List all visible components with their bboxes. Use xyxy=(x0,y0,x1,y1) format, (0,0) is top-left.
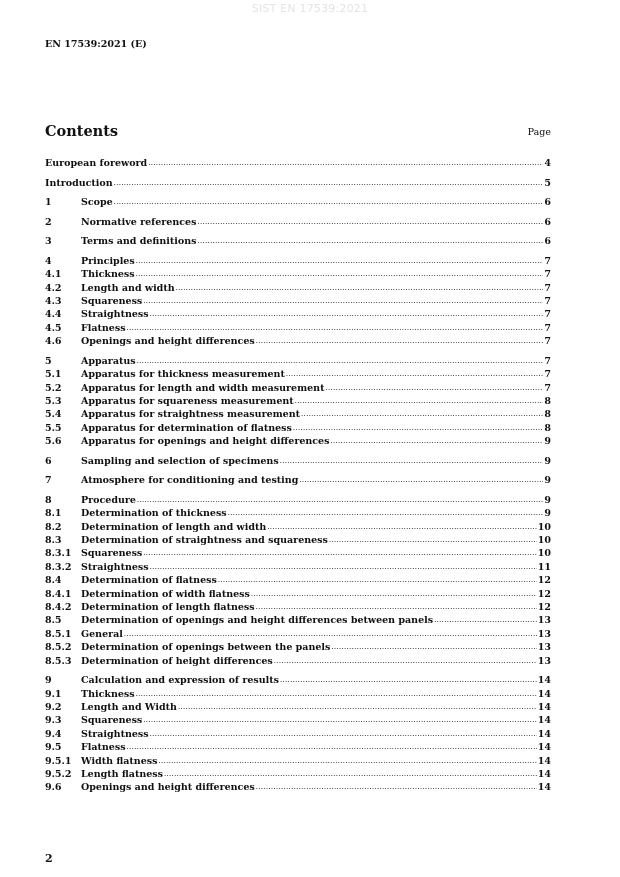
toc-leader-dots xyxy=(256,600,537,614)
toc-entry-number: 5.2 xyxy=(45,382,62,394)
toc-leader-dots xyxy=(280,673,537,687)
toc-entry-number: 4 xyxy=(45,255,52,267)
watermark: SIST EN 17539:2021 xyxy=(251,2,369,15)
toc-entry-page: 8 xyxy=(544,409,551,421)
toc-entry-page: 7 xyxy=(544,255,551,267)
toc-leader-dots xyxy=(329,533,537,547)
toc-entry-title: Apparatus for openings and height differences xyxy=(81,436,330,448)
toc-entry[interactable] xyxy=(45,395,551,408)
toc-entry[interactable] xyxy=(45,561,551,574)
toc-leader-dots xyxy=(124,627,537,641)
toc-entry-page: 10 xyxy=(537,535,551,547)
toc-leader-dots xyxy=(325,381,543,395)
toc-entry[interactable] xyxy=(45,382,551,395)
toc-entry-title: Flatness xyxy=(81,322,126,334)
toc-entry-page: 7 xyxy=(544,269,551,281)
toc-entry[interactable] xyxy=(45,628,551,641)
toc-entry-title: Determination of openings and height differences between panels xyxy=(81,615,434,627)
toc-leader-dots xyxy=(274,654,537,668)
toc-entry-number: 8.3.1 xyxy=(45,548,72,560)
toc-entry[interactable] xyxy=(45,674,551,687)
toc-leader-dots xyxy=(136,687,537,701)
toc-entry-number: 4.5 xyxy=(45,322,62,334)
toc-leader-dots xyxy=(197,234,543,248)
toc-entry-title: Determination of openings between the panels xyxy=(81,642,331,654)
toc-entry-title: Determination of thickness xyxy=(81,508,227,520)
toc-entry-title: Thickness xyxy=(81,269,135,281)
toc-leader-dots xyxy=(176,281,544,295)
document-id: EN 17539:2021 (E) xyxy=(45,39,147,50)
toc-leader-dots xyxy=(293,421,543,435)
toc-entry-title: Determination of length flatness xyxy=(81,602,255,614)
toc-entry-number: 2 xyxy=(45,216,52,228)
toc-entry-number: 5.5 xyxy=(45,422,62,434)
toc-leader-dots xyxy=(137,493,543,507)
toc-entry-title: Principles xyxy=(81,255,135,267)
toc-entry-number: 9.5.1 xyxy=(45,755,72,767)
toc-entry-title: Squareness xyxy=(81,548,143,560)
toc-entry-number: 8.5.2 xyxy=(45,642,72,654)
toc-leader-dots xyxy=(150,307,544,321)
table-of-contents xyxy=(45,157,551,795)
toc-entry-title: Apparatus for determination of flatness xyxy=(81,422,292,434)
toc-entry-number: 8.4.1 xyxy=(45,588,72,600)
toc-entry-number: 8.4 xyxy=(45,575,62,587)
toc-leader-dots xyxy=(114,176,544,190)
toc-entry[interactable] xyxy=(45,534,551,547)
toc-entry[interactable] xyxy=(45,507,551,520)
toc-entry[interactable] xyxy=(45,655,551,668)
toc-entry-number: 8.5.3 xyxy=(45,655,72,667)
toc-entry-number: 9.1 xyxy=(45,688,62,700)
toc-entry-number: 4.6 xyxy=(45,336,62,348)
toc-entry-page: 9 xyxy=(544,455,551,467)
toc-entry-title: Squareness xyxy=(81,296,143,308)
toc-leader-dots xyxy=(256,334,544,348)
toc-entry-page: 6 xyxy=(544,197,551,209)
toc-entry-title: Straightness xyxy=(81,309,149,321)
toc-leader-dots xyxy=(127,321,544,335)
toc-entry-page: 11 xyxy=(537,561,551,573)
toc-entry-page: 14 xyxy=(537,675,551,687)
toc-entry-number: 8.5.1 xyxy=(45,628,72,640)
toc-entry[interactable] xyxy=(45,547,551,560)
toc-leader-dots xyxy=(197,215,543,229)
page-column-label: Page xyxy=(527,127,551,138)
toc-entry[interactable] xyxy=(45,521,551,534)
toc-entry[interactable] xyxy=(45,335,551,348)
toc-entry-title: Determination of straightness and squareness xyxy=(81,535,328,547)
toc-entry[interactable] xyxy=(45,755,551,768)
toc-leader-dots xyxy=(228,506,544,520)
toc-entry[interactable] xyxy=(45,494,551,507)
toc-entry-number: 8.1 xyxy=(45,508,62,520)
toc-entry-page: 14 xyxy=(537,768,551,780)
toc-entry-page: 7 xyxy=(544,309,551,321)
toc-entry-title: Determination of width flatness xyxy=(81,588,250,600)
toc-entry-page: 6 xyxy=(544,216,551,228)
toc-entry-page: 8 xyxy=(544,422,551,434)
toc-entry[interactable] xyxy=(45,688,551,701)
toc-entry[interactable] xyxy=(45,601,551,614)
toc-leader-dots xyxy=(158,754,536,768)
toc-entry-number: 8.3 xyxy=(45,535,62,547)
toc-entry-title: Calculation and expression of results xyxy=(81,675,279,687)
toc-entry-page: 12 xyxy=(537,575,551,587)
toc-entry-number: 5.4 xyxy=(45,409,62,421)
toc-entry-title: Openings and height differences xyxy=(81,782,255,794)
toc-entry-title: Scope xyxy=(81,197,113,209)
toc-entry-title: Procedure xyxy=(81,494,136,506)
toc-entry-number: 4.3 xyxy=(45,296,62,308)
toc-entry[interactable] xyxy=(45,768,551,781)
toc-entry-title: Introduction xyxy=(45,177,113,189)
toc-entry[interactable] xyxy=(45,781,551,794)
toc-leader-dots xyxy=(114,195,544,209)
toc-entry-page: 7 xyxy=(544,296,551,308)
toc-entry-number: 7 xyxy=(45,475,52,487)
toc-leader-dots xyxy=(286,367,544,381)
toc-entry-title: Determination of length and width xyxy=(81,521,267,533)
toc-entry[interactable] xyxy=(45,728,551,741)
toc-entry-title: Determination of flatness xyxy=(81,575,217,587)
toc-entry-page: 7 xyxy=(544,282,551,294)
toc-entry-page: 6 xyxy=(544,236,551,248)
toc-entry-number: 9.6 xyxy=(45,782,62,794)
toc-entry[interactable] xyxy=(45,255,551,268)
toc-leader-dots xyxy=(280,454,544,468)
toc-entry-title: General xyxy=(81,628,123,640)
toc-entry-number: 8 xyxy=(45,494,52,506)
toc-entry[interactable] xyxy=(45,422,551,435)
toc-entry-number: 5.3 xyxy=(45,395,62,407)
toc-entry-page: 7 xyxy=(544,369,551,381)
toc-leader-dots xyxy=(164,767,537,781)
toc-entry-number: 4.2 xyxy=(45,282,62,294)
toc-entry[interactable] xyxy=(45,308,551,321)
toc-entry-title: Normative references xyxy=(81,216,197,228)
toc-entry[interactable] xyxy=(45,268,551,281)
toc-entry-title: European foreword xyxy=(45,158,148,169)
toc-entry-number: 9.3 xyxy=(45,715,62,727)
toc-leader-dots xyxy=(331,640,536,654)
toc-entry-number: 9 xyxy=(45,675,52,687)
toc-entry-page: 9 xyxy=(544,436,551,448)
toc-entry[interactable] xyxy=(45,574,551,587)
toc-entry-page: 7 xyxy=(544,322,551,334)
toc-entry-page: 4 xyxy=(544,158,551,169)
toc-entry[interactable] xyxy=(45,355,551,368)
toc-entry[interactable] xyxy=(45,408,551,421)
toc-leader-dots xyxy=(330,434,543,448)
toc-entry-number: 4.4 xyxy=(45,309,62,321)
toc-entry-title: Length flatness xyxy=(81,768,163,780)
toc-entry-number: 4.1 xyxy=(45,269,62,281)
toc-leader-dots xyxy=(136,254,544,268)
toc-entry[interactable] xyxy=(45,701,551,714)
toc-entry-page: 7 xyxy=(544,336,551,348)
toc-leader-dots xyxy=(295,394,544,408)
toc-entry[interactable] xyxy=(45,588,551,601)
toc-leader-dots xyxy=(143,546,537,560)
footer-page-number: 2 xyxy=(45,852,53,865)
toc-entry[interactable] xyxy=(45,435,551,448)
toc-entry-number: 5.1 xyxy=(45,369,62,381)
toc-entry-number: 8.2 xyxy=(45,521,62,533)
toc-entry-page: 10 xyxy=(537,521,551,533)
toc-entry-page: 7 xyxy=(544,382,551,394)
toc-entry-page: 9 xyxy=(544,475,551,487)
toc-entry-page: 12 xyxy=(537,602,551,614)
toc-entry-page: 13 xyxy=(537,642,551,654)
toc-entry-number: 3 xyxy=(45,236,52,248)
toc-leader-dots xyxy=(251,587,537,601)
toc-entry-number: 9.5 xyxy=(45,742,62,754)
toc-leader-dots xyxy=(143,294,543,308)
contents-heading: Contents xyxy=(45,123,119,140)
toc-leader-dots xyxy=(299,473,543,487)
toc-leader-dots xyxy=(178,700,537,714)
toc-entry-page: 13 xyxy=(537,628,551,640)
toc-entry[interactable] xyxy=(45,322,551,335)
toc-entry-title: Length and Width xyxy=(81,701,177,713)
toc-entry-number: 8.4.2 xyxy=(45,602,72,614)
toc-entry-title: Apparatus for thickness measurement xyxy=(81,369,285,381)
toc-entry[interactable] xyxy=(45,216,551,229)
toc-entry-page: 8 xyxy=(544,395,551,407)
toc-entry-title: Atmosphere for conditioning and testing xyxy=(81,475,299,487)
toc-entry-title: Apparatus for straightness measurement xyxy=(81,409,301,421)
toc-leader-dots xyxy=(267,520,537,534)
toc-entry[interactable] xyxy=(45,368,551,381)
toc-entry-page: 14 xyxy=(537,688,551,700)
toc-entry-title: Squareness xyxy=(81,715,143,727)
toc-leader-dots xyxy=(143,713,537,727)
toc-entry-page: 9 xyxy=(544,508,551,520)
toc-entry-page: 13 xyxy=(537,615,551,627)
toc-entry-title: Straightness xyxy=(81,728,149,740)
toc-leader-dots xyxy=(434,613,537,627)
toc-entry-page: 12 xyxy=(537,588,551,600)
toc-entry-title: Sampling and selection of specimens xyxy=(81,455,279,467)
toc-entry[interactable] xyxy=(45,641,551,654)
toc-leader-dots xyxy=(150,727,537,741)
toc-leader-dots xyxy=(127,740,537,754)
toc-entry-title: Flatness xyxy=(81,742,126,754)
toc-leader-dots xyxy=(137,354,544,368)
toc-leader-dots xyxy=(218,573,537,587)
toc-entry[interactable] xyxy=(45,741,551,754)
toc-entry-title: Length and width xyxy=(81,282,175,294)
toc-entry-title: Width flatness xyxy=(81,755,158,767)
toc-entry-number: 5.6 xyxy=(45,436,62,448)
toc-entry-number: 9.4 xyxy=(45,728,62,740)
toc-leader-dots xyxy=(150,560,537,574)
toc-entry[interactable] xyxy=(45,282,551,295)
toc-entry[interactable] xyxy=(45,474,551,487)
toc-entry-page: 9 xyxy=(544,494,551,506)
toc-entry-page: 14 xyxy=(537,755,551,767)
toc-entry-title: Apparatus for squareness measurement xyxy=(81,395,294,407)
toc-leader-dots xyxy=(256,780,537,794)
toc-entry-title: Determination of height differences xyxy=(81,655,273,667)
toc-entry-number: 9.5.2 xyxy=(45,768,72,780)
toc-entry[interactable] xyxy=(45,295,551,308)
toc-entry-title: Terms and definitions xyxy=(81,236,197,248)
toc-entry[interactable] xyxy=(45,714,551,727)
toc-entry-title: Thickness xyxy=(81,688,135,700)
toc-entry-number: 6 xyxy=(45,455,52,467)
toc-entry-title: Apparatus xyxy=(81,355,136,367)
toc-entry-number: 5 xyxy=(45,355,52,367)
toc-entry[interactable] xyxy=(45,157,551,170)
toc-entry[interactable] xyxy=(45,177,551,190)
toc-entry-page: 13 xyxy=(537,655,551,667)
toc-entry-number: 8.3.2 xyxy=(45,561,72,573)
toc-entry-page: 7 xyxy=(544,355,551,367)
toc-entry-page: 14 xyxy=(537,701,551,713)
toc-entry-title: Straightness xyxy=(81,561,149,573)
toc-entry-page: 5 xyxy=(544,177,551,189)
toc-entry-page: 14 xyxy=(537,742,551,754)
toc-entry[interactable] xyxy=(45,235,551,248)
toc-entry-title: Apparatus for length and width measurement xyxy=(81,382,325,394)
toc-leader-dots xyxy=(301,407,543,421)
toc-leader-dots xyxy=(136,267,544,281)
toc-entry-number: 8.5 xyxy=(45,615,62,627)
toc-entry-page: 10 xyxy=(537,548,551,560)
toc-entry[interactable] xyxy=(45,614,551,627)
toc-leader-dots xyxy=(148,156,543,170)
toc-entry-number: 9.2 xyxy=(45,701,62,713)
toc-entry-page: 14 xyxy=(537,728,551,740)
toc-entry[interactable] xyxy=(45,196,551,209)
toc-entry-page: 14 xyxy=(537,715,551,727)
toc-entry-number: 1 xyxy=(45,197,52,209)
toc-entry-title: Openings and height differences xyxy=(81,336,255,348)
toc-entry-page: 14 xyxy=(537,782,551,794)
toc-entry[interactable] xyxy=(45,455,551,468)
